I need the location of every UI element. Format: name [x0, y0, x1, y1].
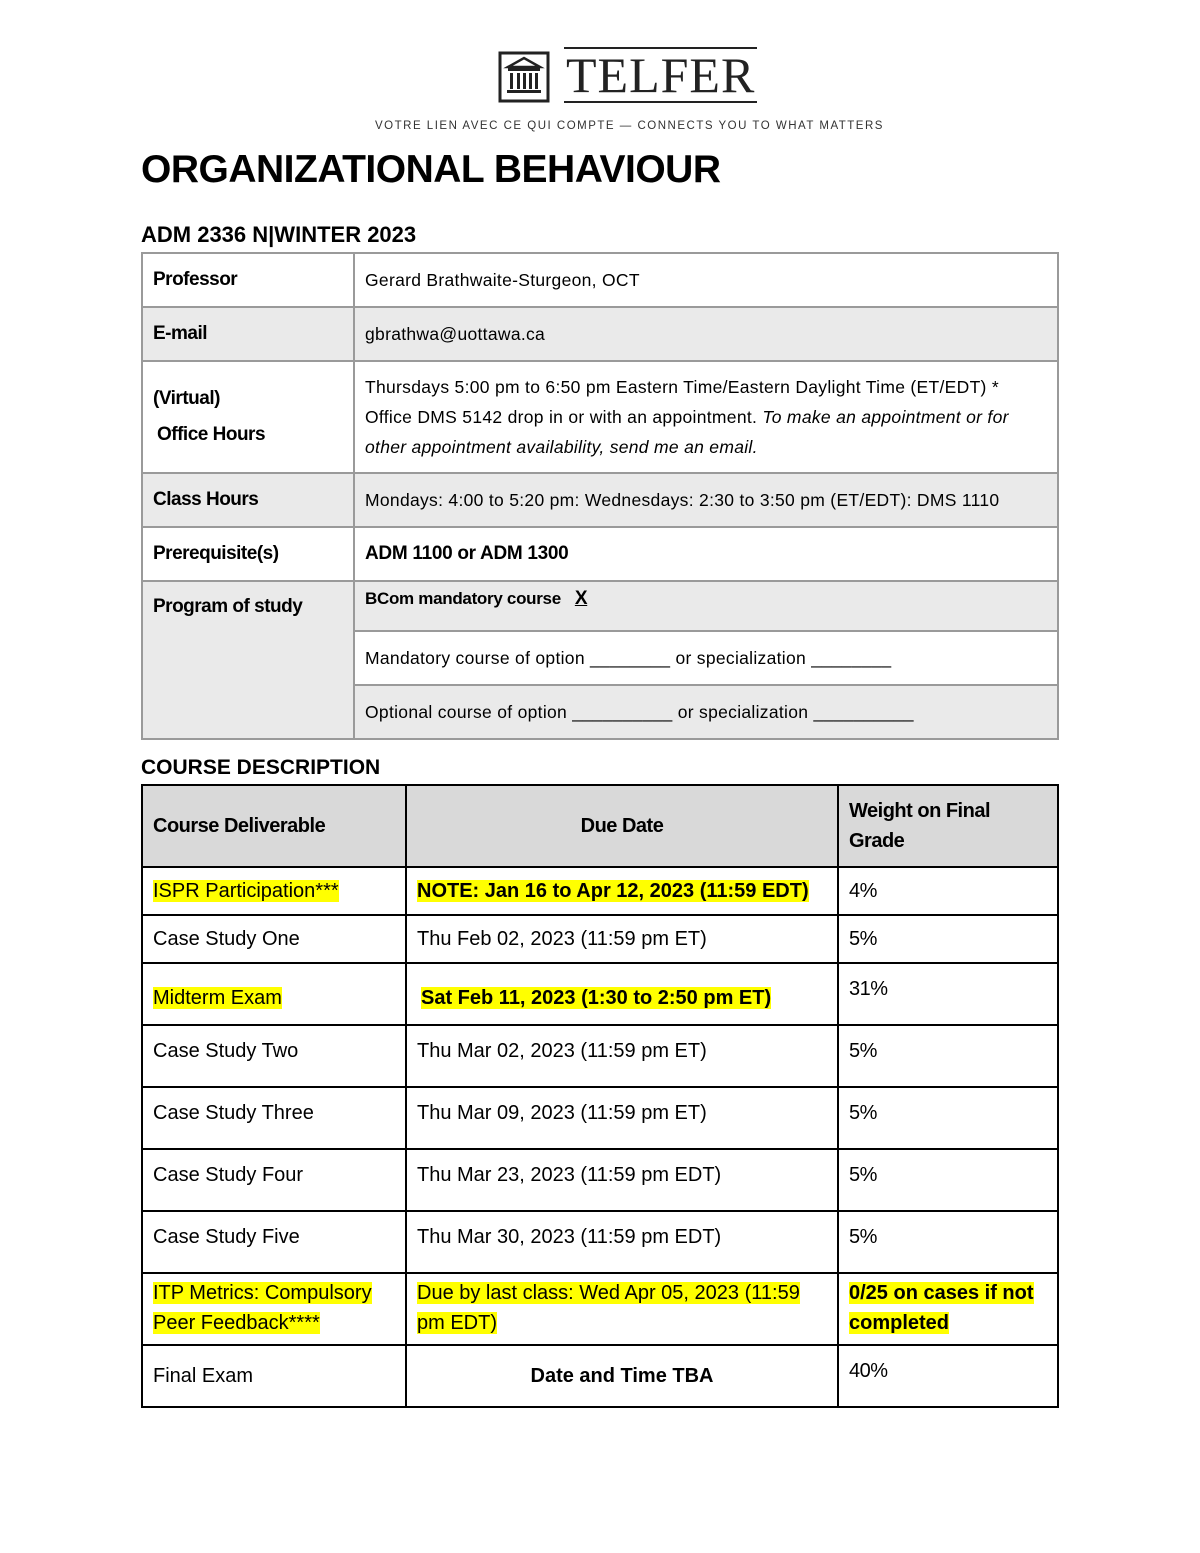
deliverable-cell: Case Study Two: [142, 1025, 406, 1087]
prerequisites-value: ADM 1100 or ADM 1300: [354, 527, 1058, 581]
weight-cell: 0/25 on cases if not completed: [849, 1282, 1034, 1334]
course-code-term: ADM 2336 N|WINTER 2023: [141, 222, 417, 247]
deliverable-cell: Case Study Three: [142, 1087, 406, 1149]
appointment-note: To make an appointment or for other appointment availability, send me an email.: [365, 407, 1009, 457]
class-hours-value: Mondays: 4:00 to 5:20 pm: Wednesdays: 2:30 to 3:50 pm (ET/EDT): DMS 1110: [354, 473, 1058, 527]
weight-cell: 5%: [838, 1025, 1058, 1087]
info-row-prerequisites: [142, 527, 1058, 581]
office-hours-label: [142, 361, 354, 473]
logo-wordmark: TELFER: [566, 47, 756, 103]
table-row: [142, 1025, 1058, 1087]
grades-header-row: [142, 785, 1058, 867]
due-date-cell: Thu Mar 09, 2023 (11:59 pm ET): [406, 1087, 838, 1149]
table-row: [142, 867, 1058, 915]
office-hours-text: Thursdays 5:00 pm to 6:50 pm Eastern Time/Eastern Daylight Time (ET/EDT) *: [365, 377, 999, 397]
email-label: E-mail: [142, 307, 354, 361]
professor-label: Professor: [142, 253, 354, 307]
program-label: Program of study: [142, 581, 354, 739]
tagline: VOTRE LIEN AVEC CE QUI COMPTE — CONNECTS YOU TO WHAT MATTERS: [375, 120, 884, 132]
page-title: ORGANIZATIONAL BEHAVIOUR: [141, 148, 721, 191]
weight-cell: 5%: [838, 1211, 1058, 1273]
table-row: [142, 1149, 1058, 1211]
deliverable-cell: ITP Metrics: Compulsory Peer Feedback****: [153, 1282, 372, 1334]
program-option-mandatory: Mandatory course of option ________ or specialization ________: [354, 631, 1058, 685]
due-date-cell: Thu Mar 02, 2023 (11:59 pm ET): [406, 1025, 838, 1087]
section-title: COURSE DESCRIPTION: [141, 756, 381, 779]
deliverable-cell: Case Study Five: [142, 1211, 406, 1273]
prerequisites-label: Prerequisite(s): [142, 527, 354, 581]
email-value[interactable]: gbrathwa@uottawa.ca: [354, 307, 1058, 361]
weight-cell: 5%: [838, 915, 1058, 963]
deliverable-cell: Case Study One: [142, 915, 406, 963]
info-row-email: [142, 307, 1058, 361]
weight-cell: 4%: [838, 867, 1058, 915]
deliverable-cell: Midterm Exam: [153, 986, 282, 1009]
col-header-due-date: Due Date: [406, 785, 838, 867]
table-row: [142, 915, 1058, 963]
weight-cell: 31%: [838, 963, 1058, 1025]
professor-value: Gerard Brathwaite-Sturgeon, OCT: [354, 253, 1058, 307]
program-mandatory: [354, 581, 1058, 631]
due-date-cell: Sat Feb 11, 2023 (1:30 to 2:50 pm ET): [421, 986, 772, 1009]
due-date-cell: Date and Time TBA: [406, 1345, 838, 1407]
col-header-weight: Weight on Final Grade: [838, 785, 1058, 867]
office-label-line-2: Office Hours: [157, 424, 266, 445]
col-header-deliverable: Course Deliverable: [142, 785, 406, 867]
due-date-cell: Thu Mar 23, 2023 (11:59 pm EDT): [406, 1149, 838, 1211]
info-row-class-hours: [142, 473, 1058, 527]
building-icon: [498, 47, 550, 103]
course-info-table: [141, 252, 1059, 740]
due-date-cell: Thu Feb 02, 2023 (11:59 pm ET): [406, 915, 838, 963]
telfer-logo: [498, 45, 757, 105]
weight-cell: 5%: [838, 1149, 1058, 1211]
table-row: [142, 963, 1058, 1025]
office-hours-value: [354, 361, 1058, 473]
deliverable-cell: ISPR Participation***: [153, 879, 339, 902]
info-row-program: [142, 581, 1058, 631]
deliverable-cell: Case Study Four: [142, 1149, 406, 1211]
table-row: [142, 1345, 1058, 1407]
grades-table: [141, 784, 1059, 1408]
bcom-mandatory-mark: X: [574, 588, 588, 609]
weight-cell: 5%: [838, 1087, 1058, 1149]
due-date-cell: NOTE: Jan 16 to Apr 12, 2023 (11:59 EDT): [417, 879, 809, 902]
info-row-professor: [142, 253, 1058, 307]
office-location-text: Office DMS 5142 drop in or with an appointment.: [365, 407, 758, 427]
info-row-office-hours: [142, 361, 1058, 473]
deliverable-cell: Final Exam: [142, 1345, 406, 1407]
weight-cell: 40%: [838, 1345, 1058, 1407]
program-option-optional: Optional course of option __________ or specialization __________: [354, 685, 1058, 739]
table-row: [142, 1211, 1058, 1273]
due-date-cell: Thu Mar 30, 2023 (11:59 pm EDT): [406, 1211, 838, 1273]
class-hours-label: Class Hours: [142, 473, 354, 527]
table-row: [142, 1273, 1058, 1345]
due-date-cell: Due by last class: Wed Apr 05, 2023 (11:59 pm EDT): [417, 1282, 800, 1334]
table-row: [142, 1087, 1058, 1149]
office-label-line-1: (Virtual): [153, 388, 220, 409]
bcom-mandatory-label: BCom mandatory course: [365, 589, 561, 608]
